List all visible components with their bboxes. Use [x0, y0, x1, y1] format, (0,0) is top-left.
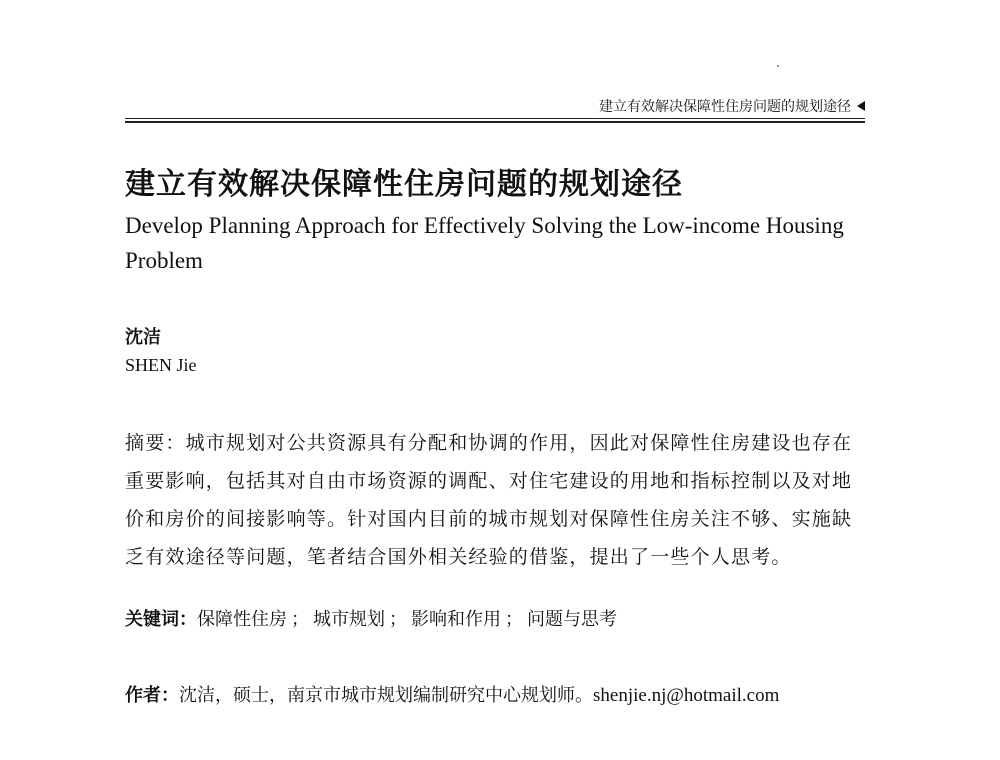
author-note-label: 作者： — [125, 685, 179, 706]
abstract-label: 摘要： — [125, 432, 186, 454]
keyword-separator: ； — [291, 609, 309, 630]
header-rule-thick — [125, 121, 865, 123]
abstract — [125, 424, 870, 576]
keyword-separator: ； — [505, 609, 523, 630]
author-email-link[interactable]: shenjie.nj@hotmail.com — [593, 685, 780, 706]
running-head — [599, 96, 865, 116]
keyword-item: 问题与思考 — [527, 609, 617, 630]
author-name-english: SHEN Jie — [125, 355, 197, 375]
author-note-text: 沈洁，硕士，南京市城市规划编制研究中心规划师。 — [179, 685, 593, 706]
keyword-item: 城市规划 — [313, 609, 385, 630]
title-english: Develop Planning Approach for Effectively Solving the Low-income Housing Problem — [125, 213, 844, 273]
triangle-marker-icon — [857, 101, 865, 111]
author-note — [125, 681, 885, 707]
scan-speck — [777, 65, 779, 67]
keywords-label: 关键词： — [125, 609, 197, 630]
keyword-separator: ； — [389, 609, 407, 630]
keyword-item: 影响和作用 — [411, 609, 501, 630]
abstract-text: 城市规划对公共资源具有分配和协调的作用，因此对保障性住房建设也存在重要影响，包括其对自由市场资源的调配、对住宅建设的用地和指标控制以及对地价和房价的间接影响等。针对国内目前的城市规划对保障性住房关注不够、实施缺乏有效途径等问题，笔者结合国外相关经验的借鉴，提出了一些个人思考。 — [125, 432, 853, 568]
title-chinese: 建立有效解决保障性住房问题的规划途径 — [125, 167, 683, 202]
keywords — [125, 605, 870, 631]
author-name-chinese: 沈洁 — [125, 327, 161, 348]
running-head-text: 建立有效解决保障性住房问题的规划途径 — [599, 99, 851, 115]
keyword-item: 保障性住房 — [197, 609, 287, 630]
header-rule-thin — [125, 118, 865, 119]
